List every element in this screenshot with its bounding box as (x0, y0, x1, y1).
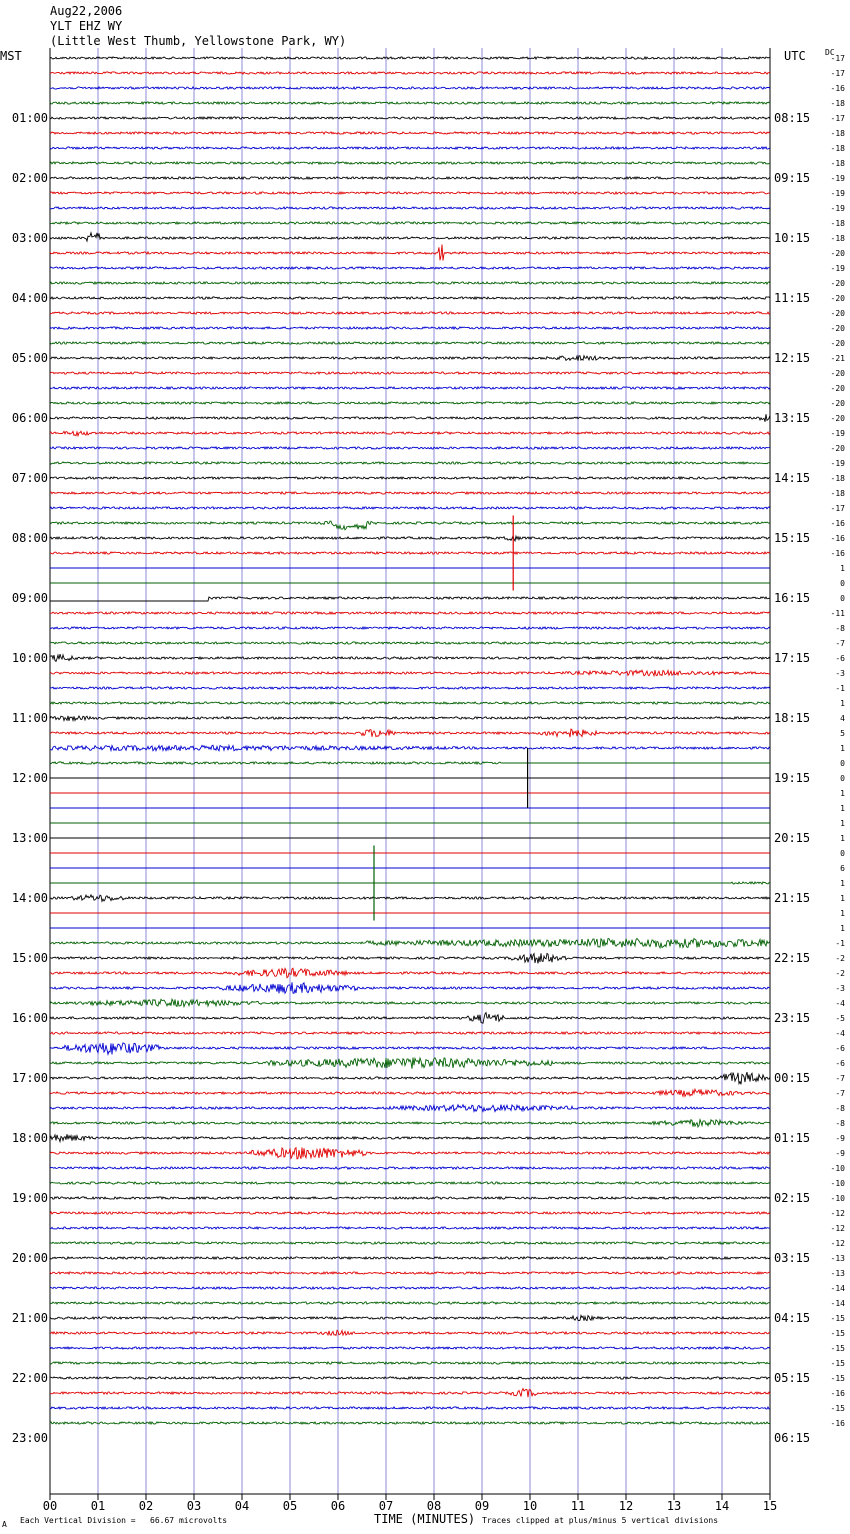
trace-line (50, 1032, 770, 1034)
right-hour-label: 01:15 (774, 1131, 811, 1145)
left-hour-label: 08:00 (11, 531, 48, 545)
dc-offset-label: -17 (830, 114, 845, 123)
dc-offset-label: -12 (830, 1239, 845, 1248)
trace-line (50, 1377, 770, 1379)
right-hour-label: 09:15 (774, 171, 811, 185)
trace-line (50, 192, 770, 194)
dc-offset-label: -16 (830, 519, 845, 528)
trace-line (50, 477, 770, 479)
dc-offset-label: -20 (830, 279, 845, 288)
trace-line (50, 895, 770, 901)
trace-line (50, 654, 770, 661)
dc-offset-label: -7 (835, 1089, 845, 1098)
trace-line (50, 162, 770, 164)
trace-line (50, 1148, 770, 1159)
left-hour-label: 09:00 (11, 591, 48, 605)
dc-offset-label: -18 (830, 159, 845, 168)
left-hour-label: 18:00 (11, 1131, 48, 1145)
trace-line (50, 147, 770, 149)
dc-offset-label: -19 (830, 174, 845, 183)
trace-line (50, 267, 770, 269)
dc-offset-label: -18 (830, 489, 845, 498)
x-tick-label-13: 13 (666, 1499, 682, 1513)
dc-offset-label: -14 (830, 1284, 845, 1293)
right-hour-label: 21:15 (774, 891, 811, 905)
dc-offset-label: -20 (830, 339, 845, 348)
right-hour-label: 08:15 (774, 111, 811, 125)
trace-line (50, 1302, 770, 1304)
left-hour-label: 04:00 (11, 291, 48, 305)
trace-line (50, 670, 770, 676)
dc-offset-label: -15 (830, 1344, 845, 1353)
trace-line (50, 57, 770, 59)
left-hour-label: 14:00 (11, 891, 48, 905)
trace-line (50, 597, 770, 601)
right-hour-label: 04:15 (774, 1311, 811, 1325)
dc-offset-label: 1 (840, 834, 845, 843)
seismic-traces (50, 57, 770, 1424)
trace-line (50, 627, 770, 629)
dc-offset-label: -1 (835, 939, 845, 948)
dc-offset-label: -20 (830, 369, 845, 378)
trace-line (50, 177, 770, 179)
trace-line (50, 1389, 770, 1398)
dc-offset-label: -20 (830, 384, 845, 393)
x-tick-label-14: 14 (714, 1499, 730, 1513)
trace-line (50, 521, 770, 530)
dc-offset-label: -2 (835, 954, 845, 963)
left-hour-label: 10:00 (11, 651, 48, 665)
dc-offset-label: -8 (835, 1119, 845, 1128)
trace-line (50, 1089, 770, 1096)
dc-offset-label: -20 (830, 399, 845, 408)
trace-line (50, 999, 770, 1006)
trace-line (50, 1257, 770, 1259)
trace-line (50, 1242, 770, 1244)
dc-offset-label: -20 (830, 444, 845, 453)
trace-line (50, 642, 770, 644)
dc-label: DC (825, 48, 835, 57)
trace-line (50, 1013, 770, 1024)
dc-offset-label: -4 (835, 999, 845, 1008)
dc-offset-label: -19 (830, 204, 845, 213)
trace-line (50, 1407, 770, 1409)
dc-offset-label: -14 (830, 1299, 845, 1308)
dc-offset-label: -15 (830, 1404, 845, 1413)
dc-offset-label: -10 (830, 1179, 845, 1188)
left-hour-label: 05:00 (11, 351, 48, 365)
trace-line (50, 492, 770, 494)
trace-line (50, 1120, 770, 1127)
right-hour-label: 12:15 (774, 351, 811, 365)
trace-line (50, 1072, 770, 1084)
x-tick-label-08: 08 (426, 1499, 442, 1513)
dc-offset-label: 1 (840, 909, 845, 918)
dc-offset-label: 5 (840, 729, 845, 738)
dc-offset-label: 1 (840, 924, 845, 933)
trace-line (50, 716, 770, 721)
dc-offset-label: -17 (830, 54, 845, 63)
trace-line (50, 387, 770, 389)
dc-offset-label: 1 (840, 699, 845, 708)
dc-offset-label: -15 (830, 1329, 845, 1338)
dc-offset-label: -19 (830, 189, 845, 198)
trace-line (50, 1212, 770, 1214)
right-hour-label: 22:15 (774, 951, 811, 965)
dc-offset-label: -17 (830, 504, 845, 513)
left-hour-label: 02:00 (11, 171, 48, 185)
dc-offset-label: -16 (830, 1389, 845, 1398)
dc-offset-label: 0 (840, 849, 845, 858)
x-tick-label-11: 11 (570, 1499, 586, 1513)
dc-offset-label: -11 (830, 609, 845, 618)
left-hour-label: 23:00 (11, 1431, 48, 1445)
left-hour-label: 07:00 (11, 471, 48, 485)
right-hour-label: 15:15 (774, 531, 811, 545)
x-tick-label-01: 01 (90, 1499, 106, 1513)
trace-line (50, 1315, 770, 1320)
dc-offset-label: 0 (840, 774, 845, 783)
trace-line (50, 1422, 770, 1424)
dc-offset-label: 6 (840, 864, 845, 873)
dc-offset-label: -7 (835, 1074, 845, 1083)
dc-offset-label: 1 (840, 564, 845, 573)
trace-line (50, 762, 770, 764)
dc-offset-label: 1 (840, 894, 845, 903)
dc-offset-label: -6 (835, 654, 845, 663)
trace-line (50, 1330, 770, 1335)
dc-offset-label: 0 (840, 594, 845, 603)
trace-line (50, 1362, 770, 1364)
axis-labels (12, 54, 845, 1513)
dc-offset-label: 1 (840, 804, 845, 813)
right-hour-label: 20:15 (774, 831, 811, 845)
left-hour-label: 15:00 (11, 951, 48, 965)
right-hour-label: 18:15 (774, 711, 811, 725)
dc-offset-label: -18 (830, 129, 845, 138)
trace-line (50, 1043, 770, 1055)
dc-offset-label: -20 (830, 294, 845, 303)
left-hour-label: 16:00 (11, 1011, 48, 1025)
dc-offset-label: -21 (830, 354, 845, 363)
dc-offset-label: -4 (835, 1029, 845, 1038)
dc-offset-label: -20 (830, 324, 845, 333)
trace-line (50, 552, 770, 554)
x-tick-label-03: 03 (186, 1499, 202, 1513)
trace-line (50, 312, 770, 314)
x-tick-label-10: 10 (522, 1499, 538, 1513)
dc-offset-label: -9 (835, 1149, 845, 1158)
x-tick-label-07: 07 (378, 1499, 394, 1513)
dc-offset-label: -15 (830, 1314, 845, 1323)
x-axis-title: TIME (MINUTES) (374, 1512, 476, 1526)
dc-offset-label: -20 (830, 414, 845, 423)
trace-line (50, 356, 770, 361)
dc-offset-label: -8 (835, 1104, 845, 1113)
clip-note: Traces clipped at plus/minus 5 vertical divisions (482, 1516, 719, 1525)
scale-note: Each Vertical Division = 66.67 microvolts (20, 1516, 228, 1525)
trace-line (50, 1272, 770, 1274)
trace-line (50, 953, 770, 963)
trace-line (50, 245, 770, 261)
dc-offset-label: -16 (830, 84, 845, 93)
trace-line (50, 117, 770, 119)
right-hour-label: 03:15 (774, 1251, 811, 1265)
header-station: YLT EHZ WY (50, 19, 123, 33)
right-hour-label: 06:15 (774, 1431, 811, 1445)
right-hour-label: 13:15 (774, 411, 811, 425)
left-hour-label: 17:00 (11, 1071, 48, 1085)
header-location: (Little West Thumb, Yellowstone Park, WY) (50, 34, 347, 48)
right-hour-label: 19:15 (774, 771, 811, 785)
trace-line (50, 297, 770, 299)
dc-offset-label: -1 (835, 684, 845, 693)
dc-offset-label: -20 (830, 309, 845, 318)
dc-offset-label: -16 (830, 1419, 845, 1428)
dc-offset-label: -19 (830, 429, 845, 438)
trace-line (50, 982, 770, 993)
left-hour-label: 03:00 (11, 231, 48, 245)
right-hour-label: 02:15 (774, 1191, 811, 1205)
header-date: Aug22,2006 (50, 4, 123, 18)
dc-offset-label: -16 (830, 549, 845, 558)
dc-offset-label: 0 (840, 759, 845, 768)
right-hour-label: 00:15 (774, 1071, 811, 1085)
dc-offset-label: -20 (830, 249, 845, 258)
left-hour-label: 22:00 (11, 1371, 48, 1385)
right-timezone-label: UTC (784, 49, 806, 63)
trace-line (50, 402, 770, 404)
dc-offset-label: -6 (835, 1044, 845, 1053)
trace-line (50, 1182, 770, 1184)
left-hour-label: 12:00 (11, 771, 48, 785)
dc-offset-label: -18 (830, 99, 845, 108)
time-grid (50, 48, 770, 1500)
x-tick-label-05: 05 (282, 1499, 298, 1513)
dc-offset-label: 1 (840, 879, 845, 888)
trace-line (50, 414, 770, 422)
dc-offset-label: -12 (830, 1224, 845, 1233)
dc-offset-label: -18 (830, 474, 845, 483)
left-timezone-label: MST (0, 49, 22, 63)
dc-offset-label: -16 (830, 534, 845, 543)
left-hour-label: 13:00 (11, 831, 48, 845)
dc-offset-label: -10 (830, 1194, 845, 1203)
dc-offset-label: -13 (830, 1254, 845, 1263)
trace-line (50, 87, 770, 89)
dc-offset-label: -19 (830, 459, 845, 468)
trace-line (50, 507, 770, 509)
trace-line (50, 233, 770, 241)
dc-offset-label: 1 (840, 744, 845, 753)
left-hour-label: 06:00 (11, 411, 48, 425)
corner-mark: A (2, 1520, 7, 1529)
trace-line (50, 1105, 770, 1112)
trace-line (50, 1227, 770, 1229)
dc-offset-label: 0 (840, 579, 845, 588)
left-hour-label: 20:00 (11, 1251, 48, 1265)
right-hour-label: 10:15 (774, 231, 811, 245)
x-tick-label-06: 06 (330, 1499, 346, 1513)
dc-offset-label: -3 (835, 984, 845, 993)
x-tick-label-09: 09 (474, 1499, 490, 1513)
trace-line (50, 282, 770, 284)
right-hour-label: 23:15 (774, 1011, 811, 1025)
trace-line (50, 702, 770, 704)
trace-line (50, 687, 770, 689)
trace-line (50, 1197, 770, 1199)
left-hour-label: 01:00 (11, 111, 48, 125)
trace-line (50, 462, 770, 464)
dc-offset-label: -3 (835, 669, 845, 678)
dc-offset-label: -5 (835, 1014, 845, 1023)
trace-line (50, 447, 770, 449)
dc-offset-label: -15 (830, 1359, 845, 1368)
dc-offset-label: -17 (830, 69, 845, 78)
left-hour-label: 21:00 (11, 1311, 48, 1325)
dc-offset-label: -6 (835, 1059, 845, 1068)
trace-line (50, 938, 770, 947)
trace-line (50, 1287, 770, 1289)
dc-offset-label: -7 (835, 639, 845, 648)
dc-offset-label: -13 (830, 1269, 845, 1278)
trace-line (50, 745, 770, 751)
dc-offset-label: -9 (835, 1134, 845, 1143)
right-hour-label: 14:15 (774, 471, 811, 485)
trace-line (50, 372, 770, 374)
dc-offset-label: -2 (835, 969, 845, 978)
left-hour-label: 11:00 (11, 711, 48, 725)
dc-offset-label: -18 (830, 219, 845, 228)
trace-line (50, 132, 770, 134)
trace-line (50, 327, 770, 329)
dc-offset-label: -12 (830, 1209, 845, 1218)
x-tick-label-15: 15 (762, 1499, 778, 1513)
trace-line (50, 222, 770, 224)
x-tick-label-12: 12 (618, 1499, 634, 1513)
right-hour-label: 16:15 (774, 591, 811, 605)
dc-offset-label: -19 (830, 264, 845, 273)
dc-offset-label: 1 (840, 789, 845, 798)
right-hour-label: 11:15 (774, 291, 811, 305)
right-hour-label: 17:15 (774, 651, 811, 665)
dc-offset-label: -18 (830, 144, 845, 153)
x-tick-label-00: 00 (42, 1499, 58, 1513)
dc-offset-label: -10 (830, 1164, 845, 1173)
trace-line (50, 1167, 770, 1169)
x-tick-label-04: 04 (234, 1499, 250, 1513)
trace-line (50, 207, 770, 209)
trace-line (50, 882, 770, 884)
dc-offset-label: 1 (840, 819, 845, 828)
dc-offset-label: -15 (830, 1374, 845, 1383)
trace-line (50, 1058, 770, 1069)
x-tick-label-02: 02 (138, 1499, 154, 1513)
left-hour-label: 19:00 (11, 1191, 48, 1205)
trace-line (50, 431, 770, 436)
dc-offset-label: 4 (840, 714, 845, 723)
trace-line (50, 72, 770, 74)
trace-line (50, 1134, 770, 1141)
trace-line (50, 968, 770, 978)
trace-line (50, 729, 770, 737)
right-hour-label: 05:15 (774, 1371, 811, 1385)
trace-line (50, 536, 770, 541)
trace-line (50, 102, 770, 104)
trace-line (50, 612, 770, 614)
dc-offset-label: -8 (835, 624, 845, 633)
dc-offset-label: -18 (830, 234, 845, 243)
trace-line (50, 1347, 770, 1349)
trace-line (50, 342, 770, 344)
